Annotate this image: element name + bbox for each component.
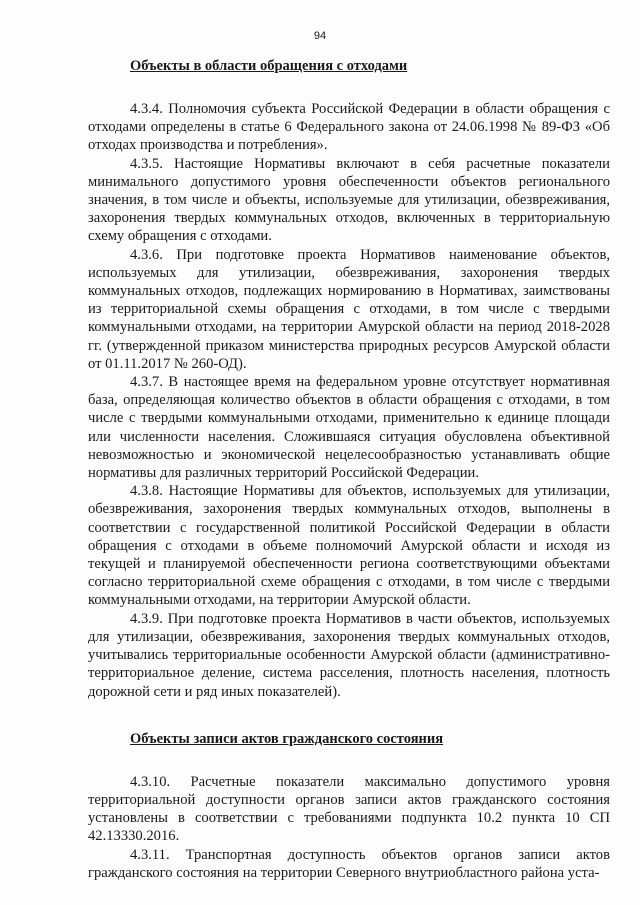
paragraph-4-3-10: 4.3.10. Расчетные показатели максимально допустимого уровня территориальной доступности органов записи актов гражданского состояния установлены в соответствии с требованиями подпункта 10.2 пункта 10 СП 42.13330.2016. xyxy=(88,773,610,845)
section-heading-civil-registry: Объекты записи актов гражданского состояния xyxy=(130,730,444,747)
paragraph-4-3-8: 4.3.8. Настоящие Нормативы для объектов, используемых для утилизации, обезвреживания, захоронения твердых коммунальных отходов, выполнены в соответствии с государственной политикой Российской Федерации в области обращения с отходами в объеме полномочий Амурской области и исходя из текущей и планируемой обеспеченности региона соответствующими объектами согласно территориальной схеме обращения с отходами, в том числе с твердыми коммунальными отходами, на территории Амурской области. xyxy=(88,483,610,609)
paragraph-4-3-6: 4.3.6. При подготовке проекта Нормативов наименование объектов, используемых для утилизации, обезвреживания, захоронения твердых коммунальных отходов, подлежащих нормированию в Нормативах, заимствованы из территориальной схемы обращения с отходами, в том числе с твердыми коммунальными отходами, на территории Амурской области на период 2018-2028 гг. (утвержденной приказом министерства природных ресурсов Амурской области от 01.11.2017 № 260-ОД). xyxy=(88,246,610,372)
paragraph-4-3-4: 4.3.4. Полномочия субъекта Российской Федерации в области обращения с отходами определены в статье 6 Федерального закона от 24.06.1998 № 89-ФЗ «Об отходах производства и потребления». xyxy=(88,101,610,154)
paragraph-4-3-11: 4.3.11. Транспортная доступность объектов органов записи актов гражданского состояния на территории Северного внутриобластного района уста- xyxy=(88,846,610,881)
section-heading-waste: Объекты в области обращения с отходами xyxy=(130,58,408,74)
page-number: 94 xyxy=(313,30,327,42)
page-content xyxy=(88,56,610,882)
paragraph-4-3-9: 4.3.9. При подготовке проекта Нормативов в части объектов, используемых для утилизации, обезвреживания, захоронения твердых коммунальных отходов, учитывались территориальные особенности Амурской области (административно-территориальное деление, система расселения, плотность населения, плотность дорожной сети и ряд иных показателей). xyxy=(88,610,610,700)
paragraph-4-3-5: 4.3.5. Настоящие Нормативы включают в себя расчетные показатели минимального допустимого уровня обеспеченности объектов регионального значения, в том числе и объекты, используемые для утилизации, обезвреживания, захоронения твердых коммунальных отходов, включенных в территориальную схему обращения с отходами. xyxy=(88,155,610,245)
paragraph-4-3-7: 4.3.7. В настоящее время на федеральном уровне отсутствует нормативная база, определяющая количество объектов в области обращения с отходами, в том числе с твердыми коммунальными отходами, применительно к единице площади или численности населения. Сложившаяся ситуация обусловлена объективной невозможностью и экономической нецелесообразностью устанавливать общие нормативы для различных территорий Российской Федерации. xyxy=(88,374,610,482)
